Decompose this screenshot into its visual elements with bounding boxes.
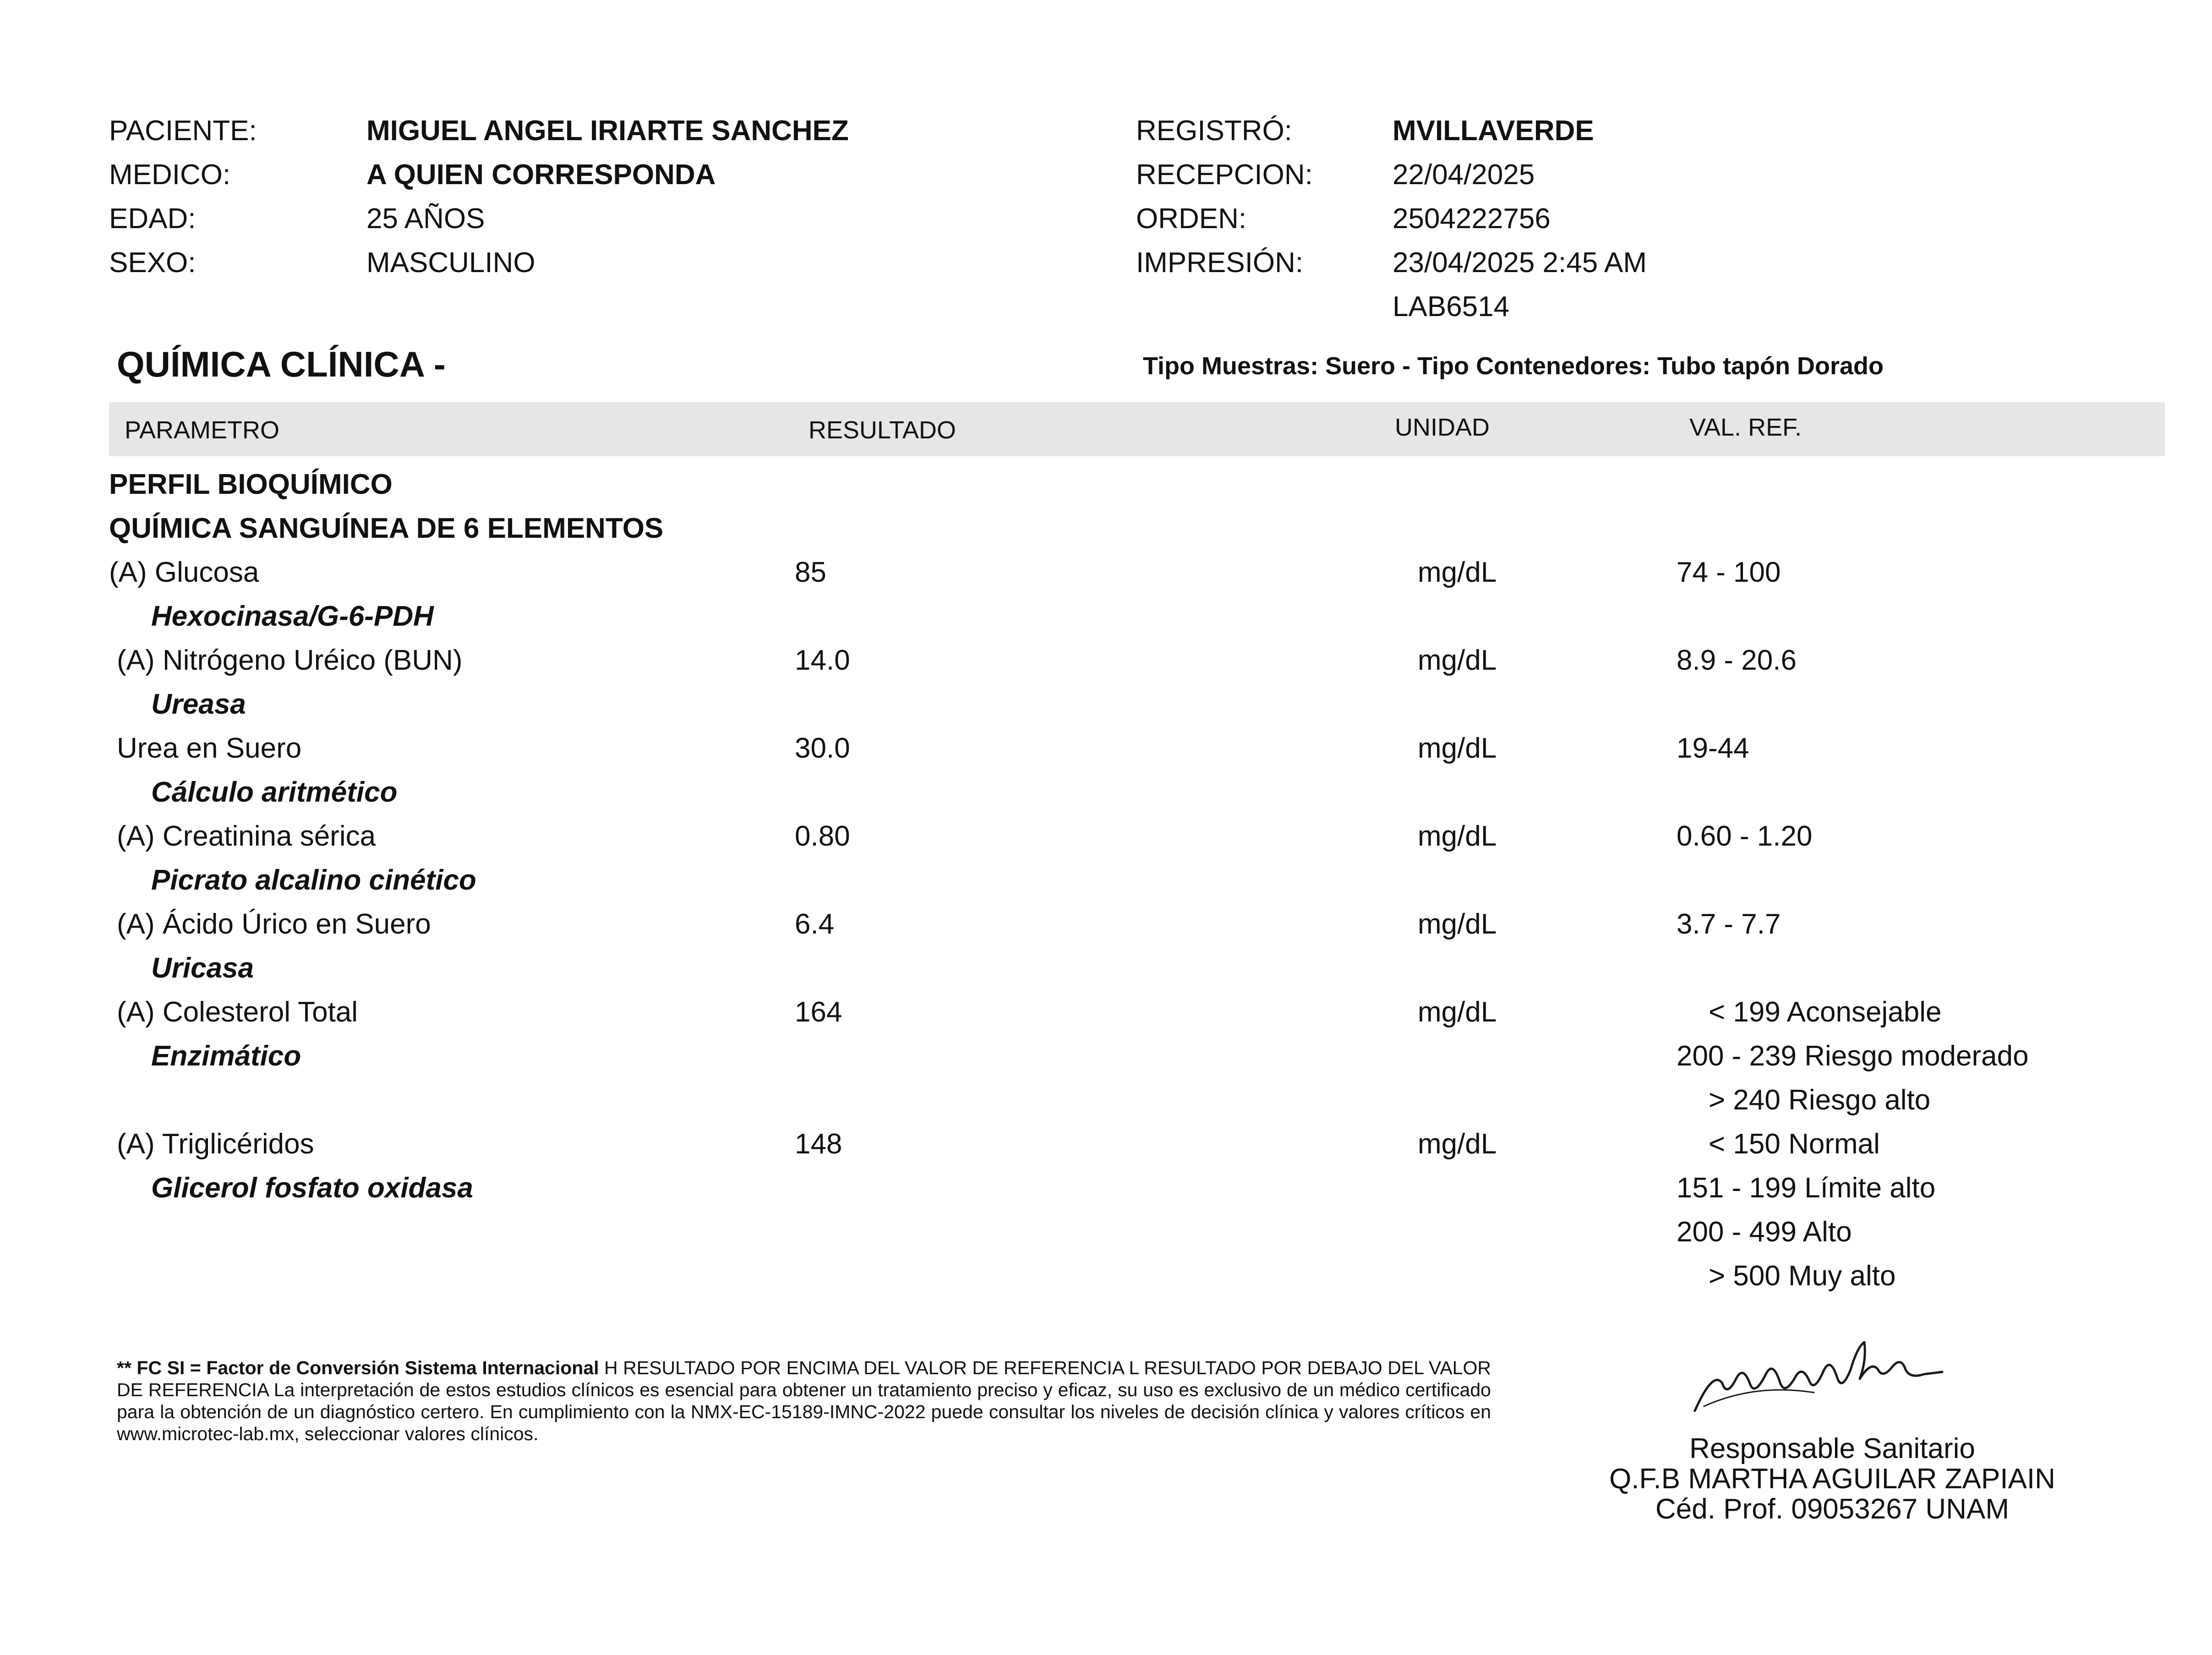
param-ref: 8.9 - 20.6: [1677, 645, 1797, 676]
param-method: Cálculo aritmético: [151, 776, 398, 808]
param-ref: < 150 Normal: [1709, 1128, 1880, 1160]
param-unit: mg/dL: [1418, 996, 1497, 1028]
param-result: 148: [795, 1128, 842, 1160]
param-ref: > 240 Riesgo alto: [1709, 1084, 1931, 1116]
header-parameter: PARAMETRO: [125, 416, 280, 444]
param-ref: 200 - 239 Riesgo moderado: [1677, 1040, 2029, 1072]
footer-disclaimer: [117, 1357, 1491, 1445]
param-ref: > 500 Muy alto: [1709, 1260, 1896, 1292]
param-result: 164: [795, 996, 842, 1028]
footer-text: H RESULTADO POR ENCIMA DEL VALOR DE REFERENCIA L RESULTADO POR DEBAJO DEL VALOR DE REFERENCIA La interpretación de estos estudios clínicos es esencial para obtener un tratamiento preciso y eficaz, su uso es exclusivo de un médico certificado para la obtención de un diagnóstico certero. En cumplimiento con la NMX-EC-15189-IMNC-2022 puede consultar los niveles de decisión clínica y valores críticos en www.microtec-lab.mx, seleccionar valores clínicos.: [117, 1357, 1491, 1444]
param-ref: 0.60 - 1.20: [1677, 820, 1813, 852]
sex-value: MASCULINO: [366, 247, 535, 279]
param-result: 6.4: [795, 908, 835, 940]
param-unit: mg/dL: [1418, 732, 1497, 764]
patient-label: PACIENTE:: [109, 115, 257, 147]
param-unit: mg/dL: [1418, 645, 1497, 676]
param-unit: mg/dL: [1418, 1128, 1497, 1160]
param-method: Picrato alcalino cinético: [151, 864, 476, 896]
signature-mark: [1686, 1328, 1961, 1420]
param-result: 0.80: [795, 820, 850, 852]
param-name: (A) Nitrógeno Uréico (BUN): [117, 645, 463, 676]
reception-value: 22/04/2025: [1393, 159, 1535, 191]
param-ref: 74 - 100: [1677, 557, 1781, 588]
age-value: 25 AÑOS: [366, 203, 485, 235]
doctor-label: MEDICO:: [109, 159, 231, 191]
signature-role: Responsable Sanitario: [1689, 1433, 1975, 1464]
sample-info: Tipo Muestras: Suero - Tipo Contenedores: Tubo tapón Dorado: [1143, 352, 1884, 380]
param-unit: mg/dL: [1418, 908, 1497, 940]
section-title: QUÍMICA CLÍNICA -: [117, 344, 446, 384]
reception-label: RECEPCION:: [1136, 159, 1313, 191]
param-result: 14.0: [795, 645, 850, 676]
registered-label: REGISTRÓ:: [1136, 115, 1293, 147]
param-name: Urea en Suero: [117, 732, 302, 764]
param-name: (A) Ácido Úrico en Suero: [117, 908, 431, 940]
param-ref: 19-44: [1677, 732, 1749, 764]
param-method: Enzimático: [151, 1040, 301, 1072]
param-ref: 151 - 199 Límite alto: [1677, 1172, 1936, 1204]
table-header: [109, 402, 2165, 456]
header-unit: UNIDAD: [1395, 414, 1490, 441]
param-name: (A) Glucosa: [109, 557, 259, 588]
param-name: (A) Colesterol Total: [117, 996, 358, 1028]
param-result: 85: [795, 557, 826, 588]
param-ref: < 199 Aconsejable: [1709, 996, 1942, 1028]
sex-label: SEXO:: [109, 247, 196, 279]
signature-license: Céd. Prof. 09053267 UNAM: [1655, 1493, 2009, 1525]
doctor-value: A QUIEN CORRESPONDA: [366, 159, 716, 191]
lab-code: LAB6514: [1393, 291, 1510, 322]
param-method: Ureasa: [151, 688, 246, 720]
param-method: Glicerol fosfato oxidasa: [151, 1172, 473, 1204]
signature-name: Q.F.B MARTHA AGUILAR ZAPIAIN: [1609, 1463, 2055, 1495]
registered-value: MVILLAVERDE: [1393, 115, 1594, 147]
order-value: 2504222756: [1393, 203, 1551, 235]
param-unit: mg/dL: [1418, 820, 1497, 852]
patient-name: MIGUEL ANGEL IRIARTE SANCHEZ: [366, 115, 849, 147]
param-method: Hexocinasa/G-6-PDH: [151, 601, 434, 632]
age-label: EDAD:: [109, 203, 196, 235]
print-value: 23/04/2025 2:45 AM: [1393, 247, 1647, 279]
param-method: Uricasa: [151, 952, 254, 984]
signature-block: [1557, 1434, 2107, 1524]
group-title: PERFIL BIOQUÍMICO: [109, 469, 393, 500]
param-ref: 3.7 - 7.7: [1677, 908, 1781, 940]
param-ref: 200 - 499 Alto: [1677, 1216, 1852, 1248]
header-reference: VAL. REF.: [1689, 414, 1802, 441]
param-name: (A) Triglicéridos: [117, 1128, 314, 1160]
param-result: 30.0: [795, 732, 850, 764]
order-label: ORDEN:: [1136, 203, 1247, 235]
group-subtitle: QUÍMICA SANGUÍNEA DE 6 ELEMENTOS: [109, 513, 664, 544]
footer-bold-lead: ** FC SI = Factor de Conversión Sistema Internacional: [117, 1357, 599, 1378]
param-unit: mg/dL: [1418, 557, 1497, 588]
print-label: IMPRESIÓN:: [1136, 247, 1304, 279]
header-result: RESULTADO: [808, 416, 956, 444]
param-name: (A) Creatinina sérica: [117, 820, 376, 852]
